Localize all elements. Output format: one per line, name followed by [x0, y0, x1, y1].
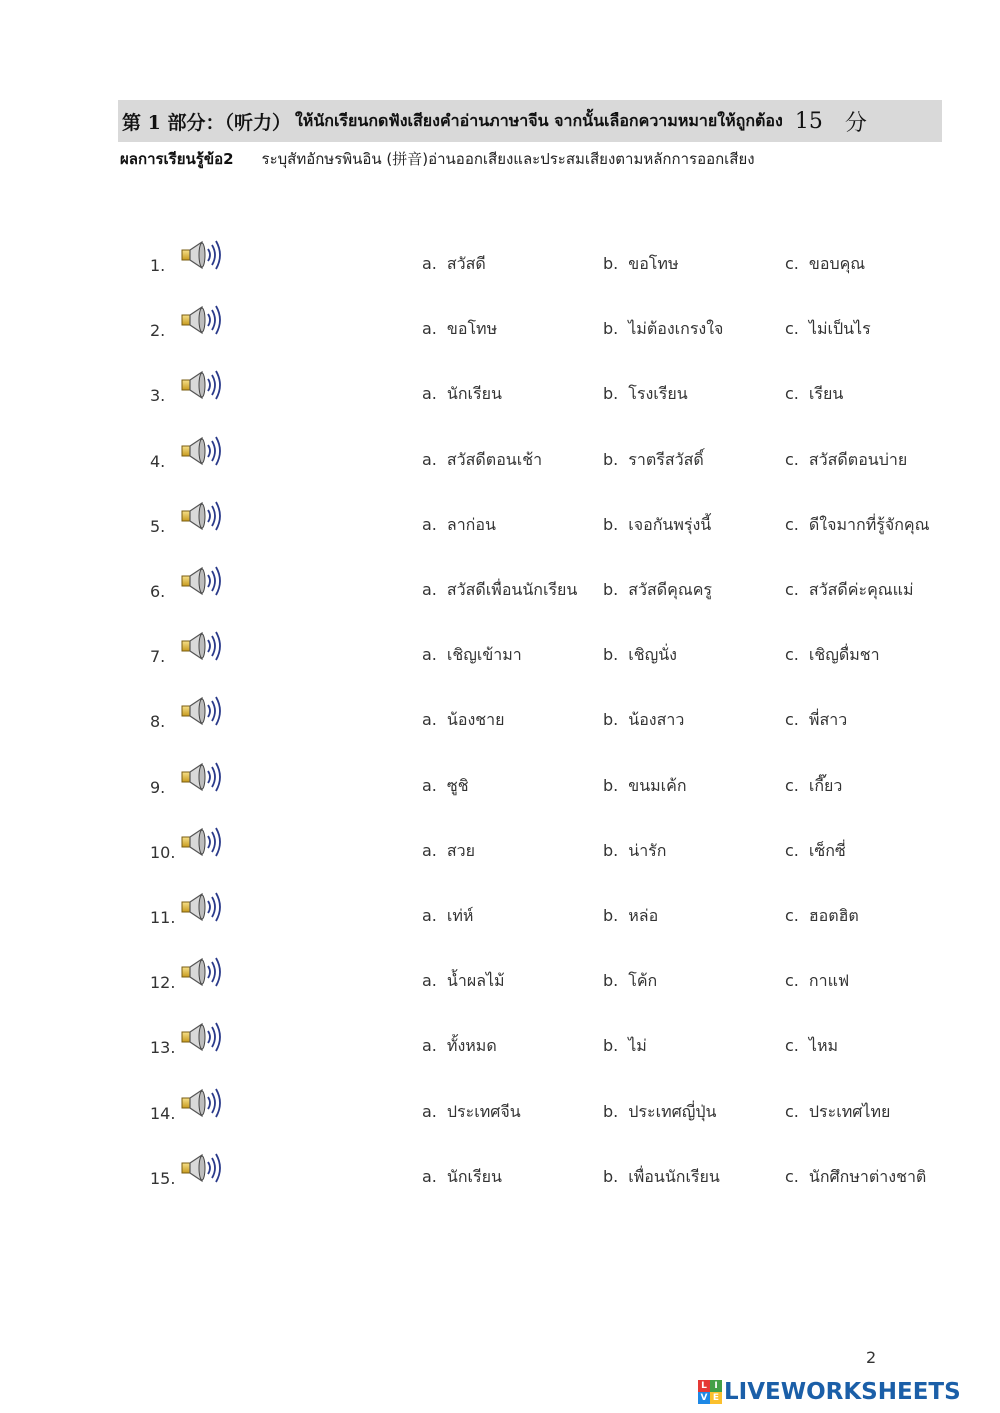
question-number: 15.: [150, 1168, 176, 1188]
answer-option-b[interactable]: [603, 904, 658, 929]
option-text: ไม่: [628, 1036, 647, 1056]
option-text: ประเทศไทย: [808, 1101, 891, 1121]
section-instruction: ให้นักเรียนกดฟังเสียงคำอ่านภาษาจีน จากนั้นเลือกความหมายให้ถูกต้อง: [294, 110, 783, 130]
answer-option-a[interactable]: [422, 839, 475, 864]
option-text: น้ำผลไม้: [446, 971, 505, 991]
option-letter: a.: [422, 1101, 437, 1121]
speaker-icon[interactable]: [180, 434, 228, 468]
question-row: [0, 831, 1000, 871]
answer-option-b[interactable]: [603, 578, 712, 603]
option-letter: a.: [422, 384, 437, 404]
option-text: เชิญเข้ามา: [446, 645, 522, 665]
answer-option-a[interactable]: [422, 252, 486, 277]
question-number: 1.: [150, 256, 166, 275]
answer-option-c[interactable]: [785, 708, 847, 733]
speaker-icon[interactable]: [180, 1086, 228, 1120]
option-letter: b.: [603, 971, 619, 991]
question-number: 11.: [150, 908, 176, 927]
learning-outcome-description: ระบุสัทอักษรพินอิน (拼音)อ่านออกเสียงและประสมเสียงตามหลักการออกเสียง: [261, 150, 755, 168]
answer-option-a[interactable]: [422, 513, 496, 538]
option-letter: a.: [422, 971, 437, 991]
question-number: 5.: [150, 516, 166, 536]
answer-option-b[interactable]: [603, 1100, 717, 1125]
option-letter: c.: [785, 254, 799, 273]
option-letter: b.: [603, 384, 619, 404]
answer-option-a[interactable]: [422, 774, 469, 799]
question-number: 6.: [150, 582, 166, 601]
answer-option-c[interactable]: [785, 643, 880, 668]
answer-option-c[interactable]: [785, 578, 914, 603]
option-letter: c.: [785, 384, 799, 404]
option-text: สวัสดีตอนเช้า: [446, 449, 543, 469]
option-text: ซูชิ: [446, 775, 469, 795]
logo-letter: V: [698, 1392, 710, 1404]
option-letter: a.: [422, 710, 437, 730]
option-letter: b.: [603, 449, 619, 469]
option-letter: c.: [785, 906, 799, 925]
answer-option-c[interactable]: [785, 1034, 838, 1059]
option-text: ดีใจมากที่รู้จักคุณ: [808, 514, 930, 534]
answer-option-b[interactable]: [603, 382, 688, 407]
speaker-icon[interactable]: [180, 955, 228, 989]
option-text: สวัสดีค่ะคุณแม่: [808, 580, 914, 599]
option-text: สวัสดีตอนบ่าย: [808, 449, 908, 469]
option-text: นักเรียน: [446, 384, 502, 404]
option-letter: b.: [603, 1036, 619, 1056]
speaker-icon[interactable]: [180, 238, 228, 272]
option-letter: c.: [785, 514, 799, 534]
option-letter: a.: [422, 906, 437, 925]
speaker-icon[interactable]: [180, 694, 228, 728]
question-row: [0, 766, 1000, 806]
answer-option-b[interactable]: [603, 1034, 647, 1059]
option-text: ไม่เป็นไร: [808, 319, 871, 339]
logo-letter: L: [698, 1380, 710, 1392]
option-text: สวัสดี: [446, 254, 486, 273]
speaker-icon[interactable]: [180, 303, 228, 337]
option-text: กาแฟ: [808, 971, 850, 991]
option-letter: a.: [422, 1036, 437, 1056]
answer-option-b[interactable]: [603, 513, 711, 538]
option-letter: c.: [785, 971, 799, 991]
page-number: 2: [866, 1348, 877, 1367]
question-number: 14.: [150, 1103, 176, 1123]
question-row: [0, 896, 1000, 936]
answer-option-b[interactable]: [603, 839, 666, 864]
question-row: [0, 635, 1000, 675]
liveworksheets-logo-icon: [698, 1380, 722, 1404]
option-letter: b.: [603, 775, 619, 795]
option-text: เจอกันพรุ่งนี้: [628, 514, 712, 534]
question-row: [0, 570, 1000, 610]
option-letter: b.: [603, 254, 619, 273]
logo-letter: I: [710, 1380, 722, 1392]
question-number: 13.: [150, 1038, 176, 1058]
option-letter: a.: [422, 580, 437, 599]
option-letter: c.: [785, 449, 799, 469]
speaker-icon[interactable]: [180, 890, 228, 924]
option-text: นักศึกษาต่างชาติ: [808, 1166, 927, 1186]
option-letter: b.: [603, 906, 619, 925]
option-text: น่ารัก: [628, 840, 667, 860]
question-number: 7.: [150, 647, 166, 667]
option-text: ขนมเค้ก: [628, 775, 687, 795]
option-letter: a.: [422, 514, 437, 534]
answer-option-c[interactable]: [785, 513, 929, 538]
answer-option-a[interactable]: [422, 1034, 497, 1059]
question-number: 8.: [150, 712, 166, 732]
option-letter: a.: [422, 840, 437, 860]
option-text: เท่ห์: [446, 906, 474, 925]
question-row: [0, 1092, 1000, 1132]
answer-option-c[interactable]: [785, 1100, 890, 1125]
section-title-chinese: 第 1 部分：（听力）: [122, 111, 291, 134]
answer-option-c[interactable]: [785, 774, 842, 799]
answer-option-b[interactable]: [603, 774, 687, 799]
speaker-icon[interactable]: [180, 825, 228, 859]
section-score-unit: 分: [844, 110, 867, 136]
option-letter: a.: [422, 1166, 437, 1186]
option-letter: c.: [785, 710, 799, 730]
option-letter: b.: [603, 514, 619, 534]
option-letter: c.: [785, 645, 799, 665]
answer-option-a[interactable]: [422, 382, 502, 407]
liveworksheets-brand: [698, 1379, 961, 1405]
answer-option-a[interactable]: [422, 1100, 521, 1125]
option-letter: b.: [603, 1101, 619, 1121]
answer-option-b[interactable]: [603, 317, 723, 342]
question-number: 4.: [150, 451, 166, 471]
question-row: [0, 961, 1000, 1001]
answer-option-b[interactable]: [603, 969, 657, 994]
answer-option-a[interactable]: [422, 448, 542, 473]
option-text: น้องสาว: [628, 710, 685, 730]
option-letter: c.: [785, 1101, 799, 1121]
question-row: [0, 505, 1000, 545]
question-number: 12.: [150, 973, 176, 993]
option-letter: a.: [422, 449, 437, 469]
answer-option-c[interactable]: [785, 252, 865, 277]
question-number: 9.: [150, 777, 166, 797]
option-text: ขอบคุณ: [808, 254, 866, 273]
question-row: [0, 440, 1000, 480]
option-letter: c.: [785, 580, 799, 599]
answer-option-a[interactable]: [422, 643, 522, 668]
answer-option-b[interactable]: [603, 1165, 720, 1190]
answer-option-a[interactable]: [422, 1165, 502, 1190]
option-letter: c.: [785, 319, 799, 339]
option-text: เรียน: [808, 384, 844, 404]
option-text: ไหม: [808, 1036, 839, 1056]
option-letter: a.: [422, 645, 437, 665]
question-number: 10.: [150, 842, 176, 862]
option-text: โค้ก: [628, 971, 658, 991]
option-text: เกี๊ยว: [808, 775, 843, 795]
question-row: [0, 244, 1000, 284]
option-text: สวัสดีเพื่อนนักเรียน: [446, 580, 578, 599]
speaker-icon[interactable]: [180, 760, 228, 794]
option-text: เพื่อนนักเรียน: [628, 1166, 720, 1186]
option-text: สวัสดีคุณครู: [628, 580, 712, 599]
option-text: เชิญนั่ง: [628, 645, 677, 665]
section-score: 15: [794, 108, 823, 134]
answer-option-b[interactable]: [603, 448, 704, 473]
answer-option-a[interactable]: [422, 317, 497, 342]
option-text: ฮอตฮิต: [808, 906, 859, 925]
answer-option-a[interactable]: [422, 708, 504, 733]
option-letter: b.: [603, 840, 619, 860]
option-text: เชิญดื่มชา: [808, 645, 880, 665]
option-text: สวย: [446, 840, 476, 860]
option-text: ขอโทษ: [446, 319, 498, 339]
option-text: นักเรียน: [446, 1166, 502, 1186]
option-letter: c.: [785, 1166, 799, 1186]
answer-option-c[interactable]: [785, 969, 849, 994]
question-row: [0, 374, 1000, 414]
option-text: ราตรีสวัสดิ์: [628, 449, 704, 469]
answer-option-b[interactable]: [603, 252, 678, 277]
learning-outcome: [120, 146, 755, 172]
option-text: หล่อ: [628, 906, 659, 925]
option-text: พี่สาว: [808, 710, 848, 730]
question-row: [0, 700, 1000, 740]
option-letter: a.: [422, 775, 437, 795]
option-text: ประเทศญี่ปุ่น: [628, 1101, 717, 1121]
speaker-icon[interactable]: [180, 1020, 228, 1054]
option-letter: c.: [785, 1036, 799, 1056]
speaker-icon[interactable]: [180, 368, 228, 402]
option-text: ขอโทษ: [628, 254, 679, 273]
option-letter: c.: [785, 775, 799, 795]
option-text: ทั้งหมด: [446, 1036, 497, 1056]
answer-option-a[interactable]: [422, 578, 577, 603]
section-header: [118, 100, 942, 142]
liveworksheets-wordmark: LIVEWORKSHEETS: [724, 1379, 961, 1405]
option-text: โรงเรียน: [628, 384, 688, 404]
question-row: [0, 1026, 1000, 1066]
answer-option-c[interactable]: [785, 1165, 926, 1190]
answer-option-a[interactable]: [422, 904, 473, 929]
speaker-icon[interactable]: [180, 564, 228, 598]
question-number: 3.: [150, 386, 166, 406]
speaker-icon[interactable]: [180, 499, 228, 533]
answer-option-c[interactable]: [785, 839, 846, 864]
option-text: ลาก่อน: [446, 514, 496, 534]
option-letter: b.: [603, 580, 619, 599]
speaker-icon[interactable]: [180, 629, 228, 663]
question-row: [0, 1157, 1000, 1197]
question-number: 2.: [150, 321, 166, 341]
option-letter: c.: [785, 840, 799, 860]
answer-option-c[interactable]: [785, 317, 871, 342]
option-letter: b.: [603, 645, 619, 665]
answer-option-b[interactable]: [603, 708, 684, 733]
option-letter: a.: [422, 319, 437, 339]
speaker-icon[interactable]: [180, 1151, 228, 1185]
learning-outcome-label: ผลการเรียนรู้ข้อ2: [120, 150, 234, 168]
answer-option-c[interactable]: [785, 448, 907, 473]
answer-option-c[interactable]: [785, 904, 859, 929]
option-text: ไม่ต้องเกรงใจ: [628, 319, 724, 339]
answer-option-b[interactable]: [603, 643, 677, 668]
option-letter: a.: [422, 254, 437, 273]
answer-option-c[interactable]: [785, 382, 843, 407]
option-text: น้องชาย: [446, 710, 505, 730]
option-text: ประเทศจีน: [446, 1101, 521, 1121]
question-row: [0, 309, 1000, 349]
option-letter: b.: [603, 319, 619, 339]
option-letter: b.: [603, 1166, 619, 1186]
option-letter: b.: [603, 710, 619, 730]
answer-option-a[interactable]: [422, 969, 505, 994]
option-text: เซ็กซี่: [808, 840, 846, 860]
logo-letter: E: [710, 1392, 722, 1404]
